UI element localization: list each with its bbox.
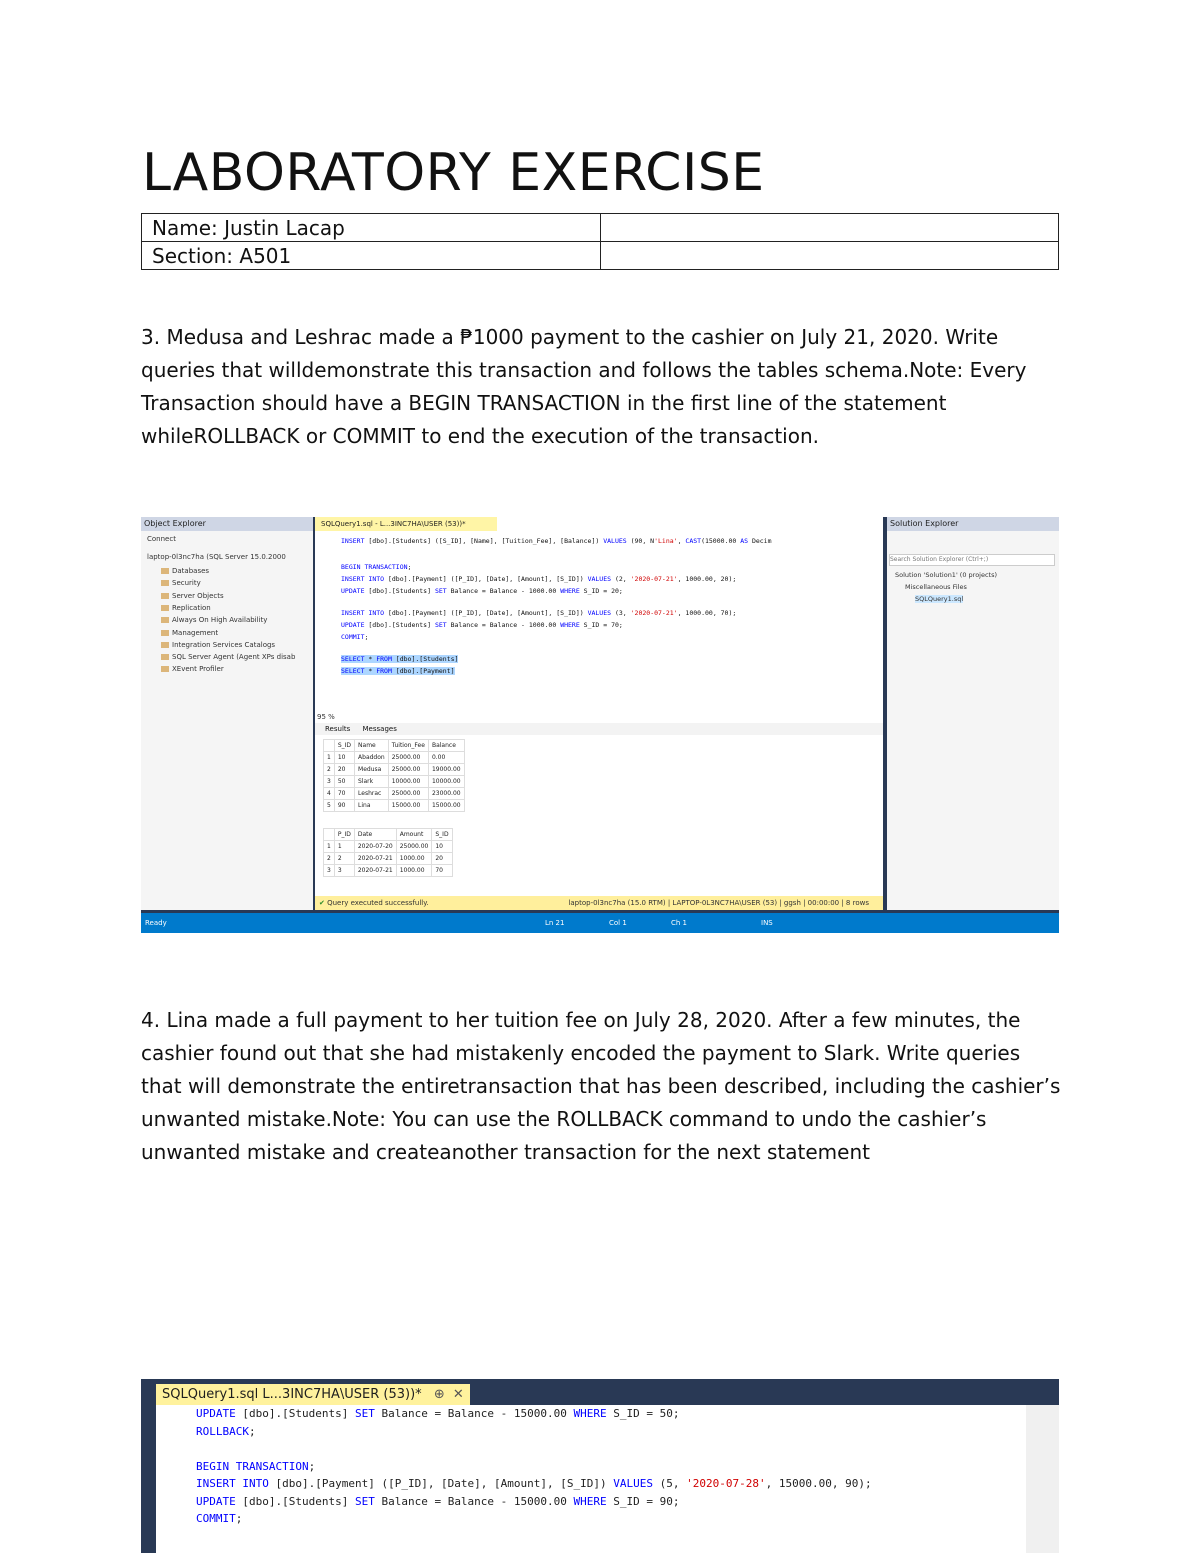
grid-cell: 3	[324, 776, 335, 788]
grid-cell: 10000.00	[428, 776, 464, 788]
grid-header-cell: P_ID	[334, 829, 354, 841]
solution-explorer	[887, 517, 1059, 910]
tree-item[interactable]	[161, 653, 295, 661]
code-line: INSERT [dbo].[Students] ([S_ID], [Name], [Tuition_Fee], [Balance]) VALUES (90, N'Lina', CAST(15000.00 AS Decim	[341, 537, 772, 545]
query-status-bar	[315, 896, 883, 910]
folder-icon	[161, 642, 169, 648]
grid-cell: 70	[334, 788, 354, 800]
grid-cell: 10	[334, 752, 354, 764]
grid-cell: 90	[334, 800, 354, 812]
folder-icon	[161, 593, 169, 599]
close-icon[interactable]: ✕	[452, 1387, 464, 1402]
query-editor[interactable]	[315, 517, 883, 713]
info-table	[141, 213, 1059, 270]
folder-icon	[161, 605, 169, 611]
editor-tab-2-label: SQLQuery1.sql L...3INC7HA\USER (53))*	[162, 1387, 422, 1402]
grid-cell: 1	[324, 752, 335, 764]
tree-item[interactable]	[161, 592, 224, 600]
code-line: ROLLBACK;	[196, 1424, 256, 1438]
editor-tab-2[interactable]	[156, 1384, 470, 1405]
code-line: UPDATE [dbo].[Students] SET Balance = Balance - 1000.00 WHERE S_ID = 20;	[341, 587, 623, 595]
grid-cell: 23000.00	[428, 788, 464, 800]
grid-cell: 25000.00	[388, 752, 428, 764]
grid-cell: 19000.00	[428, 764, 464, 776]
grid-cell: 3	[334, 865, 354, 877]
table-row[interactable]	[324, 841, 453, 853]
col-indicator: Col 1	[609, 919, 627, 927]
grid-cell: 50	[334, 776, 354, 788]
grid-cell: 25000.00	[388, 788, 428, 800]
code-line: UPDATE [dbo].[Students] SET Balance = Balance - 1000.00 WHERE S_ID = 70;	[341, 621, 623, 629]
question-4: 4. Lina made a full payment to her tuition fee on July 28, 2020. After a few minutes, the cashier found out that she had mistakenly encoded the payment to Slark. Write queries that will demonstrate the entiretransaction that has been described, including the cashier’s unwanted mistake.Note: You can use the ROLLBACK command to undo the cashier’s unwanted mistake and createanother transaction for the next statement	[141, 1008, 1061, 1164]
grid-cell: 1	[334, 841, 354, 853]
grid-cell: 25000.00	[396, 841, 432, 853]
pin-icon[interactable]: ⊕	[433, 1387, 445, 1402]
folder-icon	[161, 568, 169, 574]
empty-cell	[600, 214, 1059, 242]
grid-cell: 3	[324, 865, 335, 877]
grid-cell: Leshrac	[355, 788, 389, 800]
tree-item[interactable]	[161, 641, 275, 649]
grid-cell: 2020-07-21	[354, 853, 396, 865]
query-screenshot-2	[141, 1379, 1059, 1553]
tree-item[interactable]	[161, 665, 224, 673]
grid-cell: 2	[334, 853, 354, 865]
table-row[interactable]	[324, 776, 465, 788]
table-row[interactable]	[324, 752, 465, 764]
tree-item-label: Server Objects	[172, 591, 224, 600]
grid-cell: 2	[324, 853, 335, 865]
scrollbar[interactable]	[1026, 1405, 1059, 1553]
grid-cell: 2020-07-20	[354, 841, 396, 853]
code-line: BEGIN TRANSACTION;	[341, 563, 412, 571]
code-line: INSERT INTO [dbo].[Payment] ([P_ID], [Date], [Amount], [S_ID]) VALUES (5, '2020-07-28', 15000.00, 90);	[196, 1477, 872, 1490]
grid-cell: 20	[432, 853, 452, 865]
connection-info: laptop-0l3nc7ha (15.0 RTM) | LAPTOP-0L3NC7HA\USER (53) | ggsh | 00:00:00 | 8 rows	[568, 899, 869, 907]
code-line: INSERT INTO [dbo].[Payment] ([P_ID], [Date], [Amount], [S_ID]) VALUES (2, '2020-07-21', 1000.00, 20);	[341, 575, 737, 583]
results-pane	[315, 713, 883, 896]
tree-item[interactable]	[161, 616, 267, 624]
grid-cell: Slark	[355, 776, 389, 788]
grid-cell: 2	[324, 764, 335, 776]
table-row[interactable]	[324, 865, 453, 877]
object-explorer	[141, 517, 313, 910]
tree-item-label: Always On High Availability	[172, 616, 268, 625]
code-line: UPDATE [dbo].[Students] SET Balance = Balance - 15000.00 WHERE S_ID = 50;	[196, 1407, 680, 1420]
grid-header-row	[324, 829, 453, 841]
server-node[interactable]: laptop-0l3nc7ha (SQL Server 15.0.2000	[147, 553, 286, 561]
grid-cell: 1000.00	[396, 853, 432, 865]
grid-cell: 4	[324, 788, 335, 800]
grid-cell: 2020-07-21	[354, 865, 396, 877]
grid-cell: 70	[432, 865, 452, 877]
folder-icon	[161, 666, 169, 672]
grid-cell: 25000.00	[388, 764, 428, 776]
grid-cell: 15000.00	[428, 800, 464, 812]
table-row[interactable]	[324, 853, 453, 865]
document-title: LABORATORY EXERCISE	[142, 143, 765, 203]
grid-cell: Medusa	[355, 764, 389, 776]
grid-header-cell: Amount	[396, 829, 432, 841]
ch-indicator: Ch 1	[671, 919, 688, 927]
grid-header-cell: Name	[355, 740, 389, 752]
tree-item[interactable]	[161, 579, 201, 587]
tree-item[interactable]	[161, 567, 209, 575]
payment-grid	[323, 828, 453, 877]
grid-cell: 20	[334, 764, 354, 776]
grid-header-cell: Date	[354, 829, 396, 841]
code-line: UPDATE [dbo].[Students] SET Balance = Balance - 15000.00 WHERE S_ID = 90;	[196, 1494, 680, 1508]
grid-header-cell: S_ID	[432, 829, 452, 841]
object-explorer-title: Object Explorer	[141, 517, 313, 531]
solution-item[interactable]: Miscellaneous Files	[905, 583, 967, 591]
grid-header-cell: Balance	[428, 740, 464, 752]
connect-button[interactable]: Connect	[147, 535, 176, 543]
solution-search-input[interactable]: Search Solution Explorer (Ctrl+;)	[889, 554, 1055, 566]
tree-item[interactable]	[161, 629, 218, 637]
grid-cell: 1000.00	[396, 865, 432, 877]
grid-cell: Lina	[355, 800, 389, 812]
folder-icon	[161, 630, 169, 636]
row-number-header	[324, 740, 335, 752]
grid-cell: 15000.00	[388, 800, 428, 812]
question-3: 3. Medusa and Leshrac made a ₱1000 payment to the cashier on July 21, 2020. Write queries that willdemonstrate this transaction and follows the tables schema.Note: Every Transaction should have a BEGIN TRANSACTION in the first line of the statement whileROLLBACK or COMMIT to end the execution of the transaction.	[141, 325, 1027, 448]
tree-item-label: XEvent Profiler	[172, 665, 224, 674]
tree-item-label: Security	[172, 579, 201, 588]
tree-item[interactable]	[161, 604, 211, 612]
empty-cell	[600, 242, 1059, 270]
grid-header-row	[324, 740, 465, 752]
zoom-level[interactable]: 95 %	[317, 713, 335, 721]
results-tab[interactable]: Results	[325, 725, 351, 733]
success-check-icon: ✔	[319, 899, 325, 907]
grid-cell: 1	[324, 841, 335, 853]
grid-cell: 0.00	[428, 752, 464, 764]
table-row[interactable]	[324, 788, 465, 800]
tree-item-label: SQL Server Agent (Agent XPs disab	[172, 653, 296, 662]
code-line: COMMIT;	[196, 1512, 243, 1525]
name-cell: Name: Justin Lacap	[142, 214, 601, 242]
solution-item[interactable]: SQLQuery1.sql	[915, 595, 964, 603]
code-line: SELECT * FROM [dbo].[Payment]	[341, 667, 455, 675]
query-status: Query executed successfully.	[327, 899, 429, 907]
folder-icon	[161, 617, 169, 623]
line-indicator: Ln 21	[545, 919, 565, 927]
code-line: COMMIT;	[341, 633, 369, 641]
ssms-screenshot	[141, 517, 1059, 933]
code-line: INSERT INTO [dbo].[Payment] ([P_ID], [Date], [Amount], [S_ID]) VALUES (3, '2020-07-21', 1000.00, 70);	[341, 609, 737, 617]
code-line: SELECT * FROM [dbo].[Students]	[341, 655, 459, 663]
grid-cell: Abaddon	[355, 752, 389, 764]
tree-item-label: Integration Services Catalogs	[172, 640, 276, 649]
solution-explorer-title: Solution Explorer	[887, 517, 1059, 531]
grid-cell: 10000.00	[388, 776, 428, 788]
app-status-bar	[141, 913, 1059, 933]
editor-tab[interactable]: SQLQuery1.sql - L...3INC7HA\USER (53))*	[315, 517, 497, 531]
folder-icon	[161, 654, 169, 660]
row-number-header	[324, 829, 335, 841]
messages-tab[interactable]: Messages	[362, 725, 397, 733]
table-row[interactable]	[324, 764, 465, 776]
query-editor-2[interactable]	[156, 1405, 1026, 1553]
code-line: BEGIN TRANSACTION;	[196, 1459, 316, 1473]
ready-status: Ready	[145, 919, 167, 927]
students-grid	[323, 739, 465, 812]
grid-header-cell: Tuition_Fee	[388, 740, 428, 752]
grid-cell: 5	[324, 800, 335, 812]
tree-item-label: Databases	[172, 567, 210, 575]
ins-indicator: INS	[761, 919, 773, 927]
table-row[interactable]	[324, 800, 465, 812]
grid-cell: 10	[432, 841, 452, 853]
tree-item-label: Replication	[172, 603, 211, 612]
grid-header-cell: S_ID	[334, 740, 354, 752]
folder-icon	[161, 580, 169, 586]
tree-item-label: Management	[172, 628, 219, 637]
section-cell: Section: A501	[142, 242, 601, 270]
solution-item[interactable]: Solution 'Solution1' (0 projects)	[895, 571, 998, 579]
